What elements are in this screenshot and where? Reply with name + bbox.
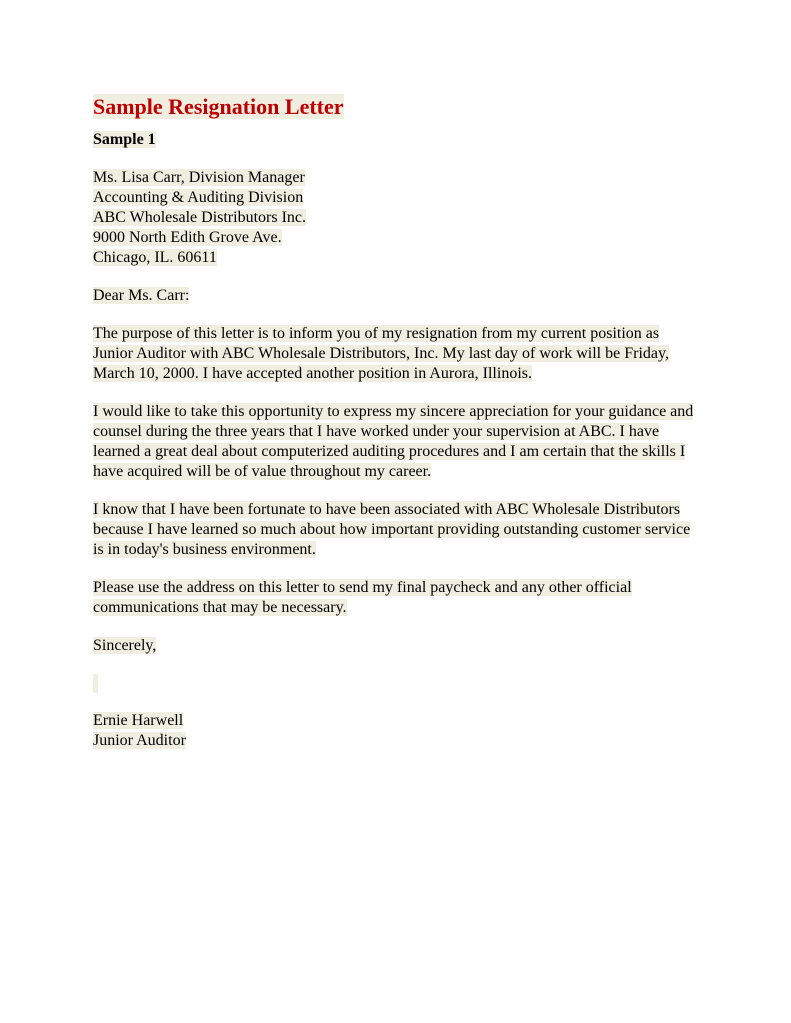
signature-block (93, 711, 703, 751)
signer-name: Ernie Harwell (93, 712, 184, 729)
signature-space (93, 674, 98, 693)
recipient-line: 9000 North Edith Grove Ave. (93, 229, 282, 246)
body-paragraph: Please use the address on this letter to send my final paycheck and any other official communications that may be necessary. (93, 579, 632, 616)
closing: Sincerely, (93, 637, 157, 654)
signer-title: Junior Auditor (93, 732, 186, 749)
sample-label: Sample 1 (93, 131, 156, 148)
letter-title: Sample Resignation Letter (93, 94, 344, 119)
body-paragraph: The purpose of this letter is to inform you of my resignation from my current position as Junior Auditor with ABC Wholesale Distributors, Inc. My last day of work will be Friday, March 10, 2000. I have accepted another position in Aurora, Illinois. (93, 325, 669, 382)
recipient-line: ABC Wholesale Distributors Inc. (93, 209, 307, 226)
body-paragraph: I would like to take this opportunity to express my sincere appreciation for your guidance and counsel during the three years that I have worked under your supervision at ABC. I have learned a great deal about computerized auditing procedures and I am certain that the skills I have acquired will be of value throughout my career. (93, 403, 694, 480)
recipient-line: Accounting & Auditing Division (93, 189, 304, 206)
salutation: Dear Ms. Carr: (93, 287, 190, 304)
body-paragraph: I know that I have been fortunate to have been associated with ABC Wholesale Distributors because I have learned so much about how important providing outstanding customer service is in today's business environment. (93, 501, 691, 558)
recipient-line: Chicago, IL. 60611 (93, 249, 217, 266)
letter-page (93, 92, 703, 751)
recipient-address (93, 168, 703, 268)
recipient-line: Ms. Lisa Carr, Division Manager (93, 169, 305, 186)
